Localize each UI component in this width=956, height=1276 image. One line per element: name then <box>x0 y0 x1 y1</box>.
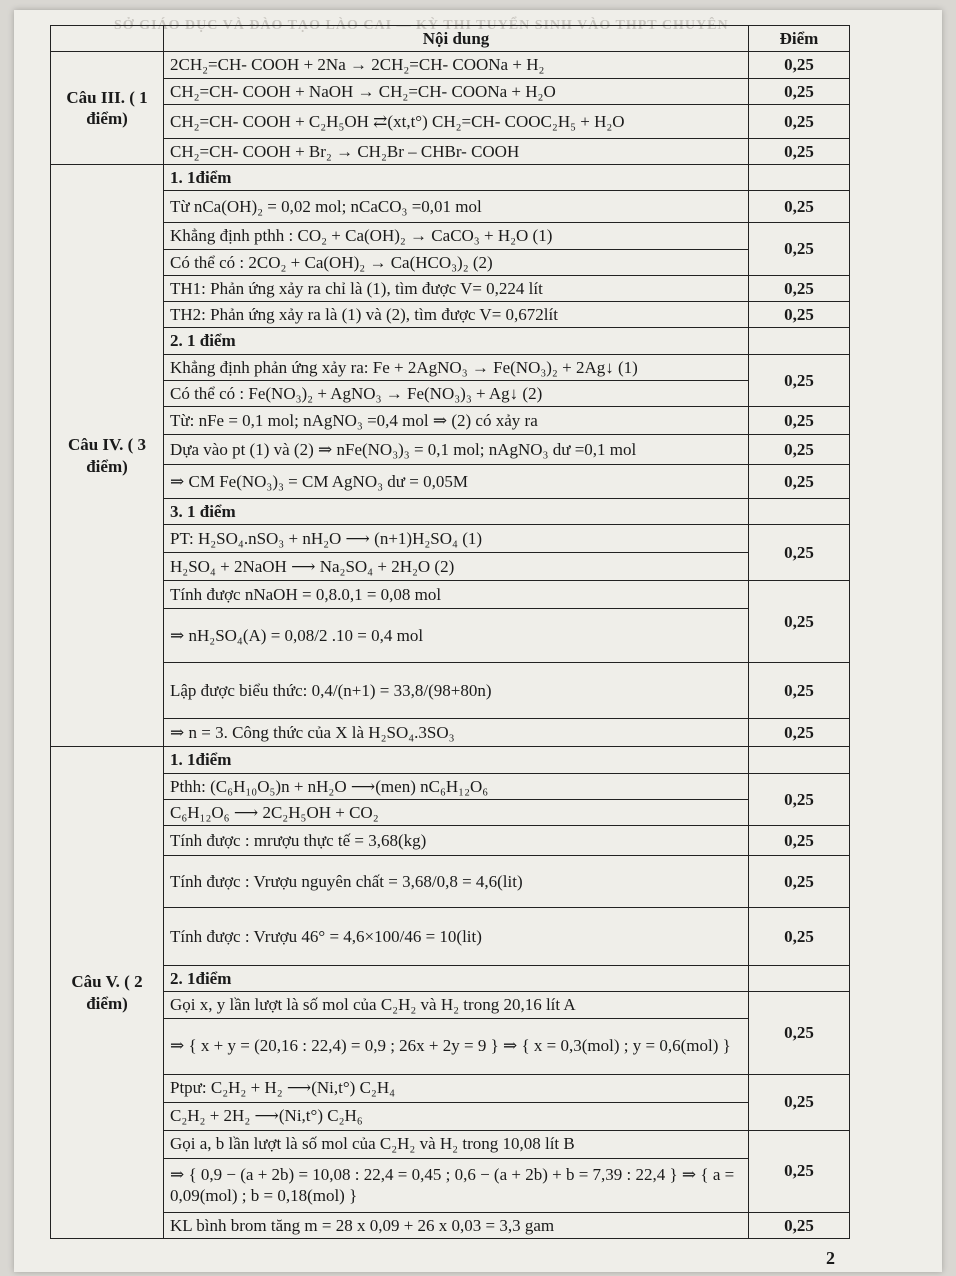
corner-cell <box>51 26 164 52</box>
pts-22: 0,25 <box>749 719 850 747</box>
row-12: Có thể có : Fe(NO₃)₂ + AgNO₃ → Fe(NO₃)₃ + Ag↓ (2) <box>164 380 749 406</box>
pts-23 <box>749 747 850 773</box>
row-3: CH₂=CH- COOH + Br₂ → CH₂Br – CHBr- COOH <box>164 138 749 164</box>
row-14: Dựa vào pt (1) và (2) ⇒ nFe(NO₃)₃ = 0,1 mol; nAgNO₃ dư =0,1 mol <box>164 435 749 465</box>
page-number: 2 <box>826 1248 835 1268</box>
row-9: TH2: Phản ứng xảy ra là (1) và (2), tìm được V= 0,672lít <box>164 302 749 328</box>
pts-30: 0,25 <box>749 992 850 1074</box>
row-7: Có thể có : 2CO₂ + Ca(OH)₂ → Ca(HCO₃)₂ (2) <box>164 249 749 275</box>
row-22: ⇒ n = 3. Công thức của X là H₂SO₄.3SO₃ <box>164 719 749 747</box>
row-17: PT: H₂SO₄.nSO₃ + nH₂O ⟶ (n+1)H₂SO₄ (1) <box>164 525 749 553</box>
row-31: ⇒ { x + y = (20,16 : 22,4) = 0,9 ; 26x + 2y = 9 } ⇒ { x = 0,3(mol) ; y = 0,6(mol) } <box>164 1018 749 1074</box>
pts-26: 0,25 <box>749 826 850 856</box>
row-21: Lập được biểu thức: 0,4/(n+1) = 33,8/(98+80n) <box>164 663 749 719</box>
row-35: ⇒ { 0,9 − (a + 2b) = 10,08 : 22,4 = 0,45 ; 0,6 − (a + 2b) + b = 7,39 : 22,4 } ⇒ { a = 0,09(mol) ; b = 0,18(mol) } <box>164 1158 749 1212</box>
row-6: Khẳng định pthh : CO₂ + Ca(OH)₂ → CaCO₃ + H₂O (1) <box>164 223 749 249</box>
pts-6: 0,25 <box>749 223 850 276</box>
row-15: ⇒ CM Fe(NO₃)₃ = CM AgNO₃ dư = 0,05M <box>164 465 749 499</box>
row-28: Tính được : Vrượu 46° = 4,6×100/46 = 10(lit) <box>164 908 749 966</box>
pts-28: 0,25 <box>749 908 850 966</box>
row-13: Từ: nFe = 0,1 mol; nAgNO₃ =0,4 mol ⇒ (2) có xảy ra <box>164 407 749 435</box>
pts-2: 0,25 <box>749 104 850 138</box>
pts-8: 0,25 <box>749 275 850 301</box>
pts-9: 0,25 <box>749 302 850 328</box>
pts-16 <box>749 499 850 525</box>
pts-21: 0,25 <box>749 663 850 719</box>
section-cau-3: Câu III. ( 1 điểm) <box>51 52 164 165</box>
row-10: 2. 1 điểm <box>164 328 749 354</box>
pts-1: 0,25 <box>749 78 850 104</box>
pts-14: 0,25 <box>749 435 850 465</box>
bleed-through-header: SỞ GIÁO DỤC VÀ ĐÀO TẠO LÀO CAI — KỲ THI TUYỂN SINH VÀO THPT CHUYÊN <box>114 18 729 33</box>
pts-4 <box>749 165 850 191</box>
row-34: Gọi a, b lần lượt là số mol của C₂H₂ và H₂ trong 10,08 lít B <box>164 1130 749 1158</box>
row-4: 1. 1điểm <box>164 165 749 191</box>
answer-table <box>50 25 850 1239</box>
row-24: Pthh: (C₆H₁₀O₅)n + nH₂O ⟶(men) nC₆H₁₂O₆ <box>164 773 749 799</box>
pts-15: 0,25 <box>749 465 850 499</box>
pts-13: 0,25 <box>749 407 850 435</box>
pts-27: 0,25 <box>749 856 850 908</box>
section-cau-5: Câu V. ( 2 điểm) <box>51 747 164 1239</box>
pts-36: 0,25 <box>749 1212 850 1238</box>
row-11: Khẳng định phản ứng xảy ra: Fe + 2AgNO₃ → Fe(NO₃)₂ + 2Ag↓ (1) <box>164 354 749 380</box>
pts-5: 0,25 <box>749 191 850 223</box>
row-25: C₆H₁₂O₆ ⟶ 2C₂H₅OH + CO₂ <box>164 799 749 825</box>
row-30: Gọi x, y lần lượt là số mol của C₂H₂ và H₂ trong 20,16 lít A <box>164 992 749 1018</box>
pts-10 <box>749 328 850 354</box>
row-29: 2. 1điểm <box>164 966 749 992</box>
row-0: 2CH₂=CH- COOH + 2Na → 2CH₂=CH- COONa + H₂ <box>164 52 749 78</box>
pts-0: 0,25 <box>749 52 850 78</box>
pts-29 <box>749 966 850 992</box>
pts-11: 0,25 <box>749 354 850 407</box>
pts-34: 0,25 <box>749 1130 850 1212</box>
row-27: Tính được : Vrượu nguyên chất = 3,68/0,8 = 4,6(lit) <box>164 856 749 908</box>
row-26: Tính được : mrượu thực tế = 3,68(kg) <box>164 826 749 856</box>
pts-3: 0,25 <box>749 138 850 164</box>
row-36: KL bình brom tăng m = 28 x 0,09 + 26 x 0,03 = 3,3 gam <box>164 1212 749 1238</box>
row-23: 1. 1điểm <box>164 747 749 773</box>
row-2: CH₂=CH- COOH + C₂H₅OH ⇄(xt,t°) CH₂=CH- COOC₂H₅ + H₂O <box>164 104 749 138</box>
row-32: Ptpư: C₂H₂ + H₂ ⟶(Ni,t°) C₂H₄ <box>164 1074 749 1102</box>
pts-32: 0,25 <box>749 1074 850 1130</box>
row-19: Tính được nNaOH = 0,8.0,1 = 0,08 mol <box>164 581 749 609</box>
row-20: ⇒ nH₂SO₄(A) = 0,08/2 .10 = 0,4 mol <box>164 609 749 663</box>
header-diem: Điểm <box>749 26 850 52</box>
pts-17: 0,25 <box>749 525 850 581</box>
row-18: H₂SO₄ + 2NaOH ⟶ Na₂SO₄ + 2H₂O (2) <box>164 553 749 581</box>
section-cau-4: Câu IV. ( 3 điểm) <box>51 165 164 747</box>
row-16: 3. 1 điểm <box>164 499 749 525</box>
header-noidung: Nội dung <box>164 26 749 52</box>
pts-19: 0,25 <box>749 581 850 663</box>
row-5: Từ nCa(OH)₂ = 0,02 mol; nCaCO₃ =0,01 mol <box>164 191 749 223</box>
row-1: CH₂=CH- COOH + NaOH → CH₂=CH- COONa + H₂O <box>164 78 749 104</box>
row-33: C₂H₂ + 2H₂ ⟶(Ni,t°) C₂H₆ <box>164 1102 749 1130</box>
pts-24: 0,25 <box>749 773 850 826</box>
row-8: TH1: Phản ứng xảy ra chỉ là (1), tìm được V= 0,224 lít <box>164 275 749 301</box>
